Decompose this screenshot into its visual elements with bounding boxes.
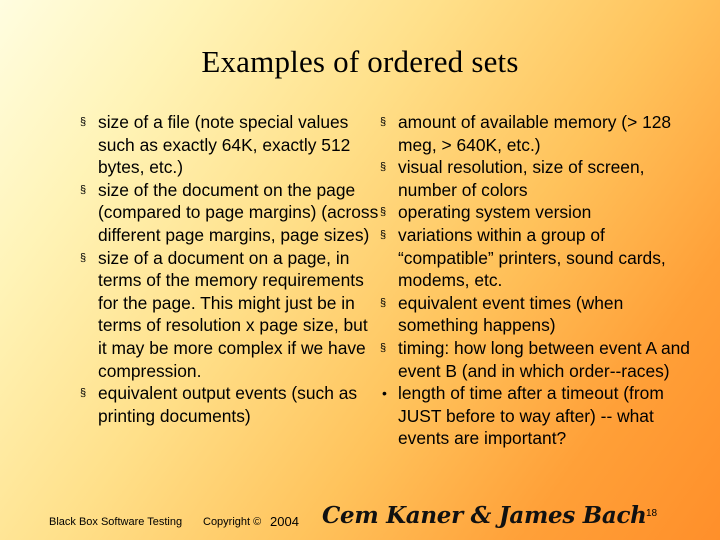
bullet-item	[380, 201, 700, 224]
right-bullet-list	[380, 111, 700, 450]
round-bullet-icon: •	[382, 385, 387, 402]
bullet-item	[380, 382, 700, 450]
bullet-text: operating system version	[398, 202, 592, 223]
bullet-text: equivalent event times (when something happens)	[398, 292, 624, 336]
bullet-item	[80, 179, 380, 247]
bullet-text: length of time after a timeout (from JUST before to way after) -- what events are important?	[398, 383, 664, 449]
square-bullet-icon: §	[380, 228, 387, 241]
bullet-text: equivalent output events (such as printing documents)	[98, 383, 358, 426]
bullet-item	[80, 382, 380, 427]
bullet-text: size of a file (note special values such as exactly 64K, exactly 512 bytes, etc.)	[98, 112, 351, 178]
footer-copyright: Copyright ©	[203, 516, 262, 528]
bullet-text: amount of available memory (> 128 meg, > 640K, etc.)	[398, 112, 672, 155]
left-bullet-list	[80, 111, 380, 427]
square-bullet-icon: §	[80, 251, 87, 264]
left-bullet-column	[80, 111, 380, 427]
bullet-item	[380, 224, 700, 292]
square-bullet-icon: §	[380, 296, 387, 309]
bullet-text: size of a document on a page, in terms of the memory requirements for the page. This might just be in terms of resolution x page size, but it may be more complex if we have compression.	[98, 247, 368, 381]
footer-course-title: Black Box Software Testing	[49, 516, 183, 528]
bullet-item	[380, 156, 700, 201]
square-bullet-icon: §	[380, 206, 387, 219]
bullet-text: variations within a group of “compatible” printers, sound cards, modems, etc.	[398, 224, 666, 291]
bullet-item	[80, 247, 380, 383]
bullet-item	[80, 111, 380, 179]
square-bullet-icon: §	[380, 116, 387, 128]
bullet-item	[380, 292, 700, 337]
page-number: 18	[646, 508, 658, 519]
author-signature: Cem Kaner & James Bach	[322, 502, 647, 529]
bullet-text: size of the document on the page (compared to page margins) (across different page margins, page sizes)	[98, 179, 379, 245]
footer-year: 2004	[270, 514, 299, 529]
bullet-text: visual resolution, size of screen, number of colors	[398, 157, 645, 200]
bullet-item	[380, 111, 700, 156]
slide-title: Examples of ordered sets	[201, 44, 519, 79]
square-bullet-icon: §	[80, 183, 87, 196]
square-bullet-icon: §	[380, 341, 387, 354]
square-bullet-icon: §	[80, 387, 87, 400]
square-bullet-icon: §	[380, 161, 387, 174]
bullet-text: timing: how long between event A and event B (and in which order--races)	[398, 337, 690, 381]
bullet-item	[380, 337, 700, 382]
right-bullet-column	[380, 111, 700, 450]
square-bullet-icon: §	[80, 116, 87, 128]
